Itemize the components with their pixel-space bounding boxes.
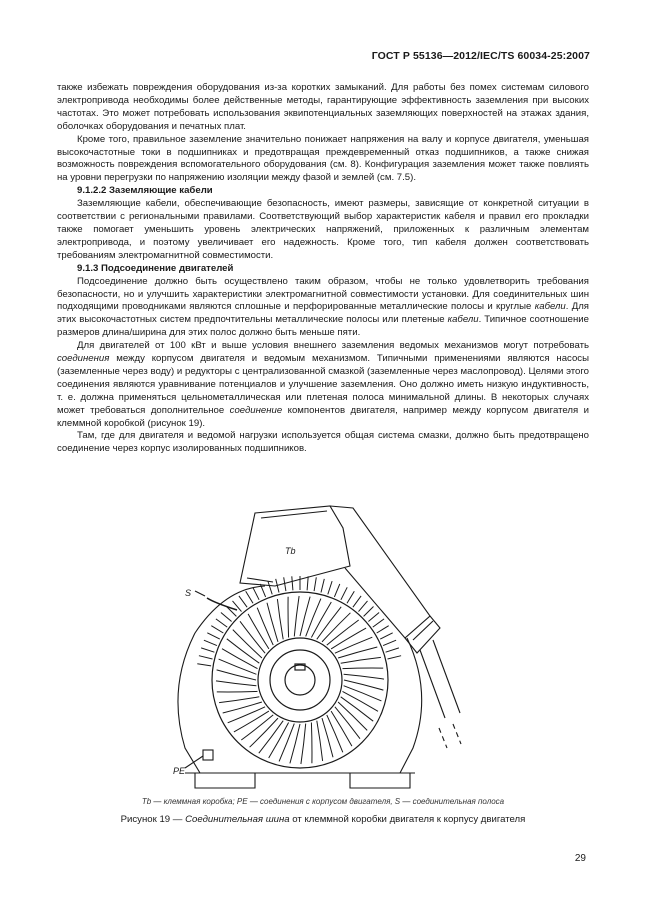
cooling-fin	[307, 576, 308, 590]
italic-run: кабели	[447, 314, 479, 326]
italic-run: соединение	[229, 404, 283, 416]
text-run: . Для этих высокочастотных систем предпочтительны металлические полосы или плетеные	[57, 301, 590, 326]
cooling-fin	[364, 607, 374, 617]
cooling-fin	[341, 587, 347, 600]
caption-italic: Соединительная шина	[185, 814, 290, 825]
figure-caption	[0, 814, 646, 825]
cooling-fin	[347, 591, 354, 603]
cooling-fin	[353, 596, 361, 607]
housing-right	[400, 638, 422, 773]
cooling-fin	[211, 626, 223, 633]
fan-blade	[341, 657, 381, 663]
cooling-fin	[334, 584, 339, 597]
fan-blade	[248, 614, 269, 649]
cooling-fin	[239, 596, 247, 607]
cooling-fin	[314, 577, 316, 591]
cooling-fin	[386, 648, 399, 652]
fan-blade	[277, 599, 283, 639]
fan-blade	[344, 674, 384, 679]
text-run: Для двигателей от 100 кВт и выше условия внешнего заземления ведомых механизмов могут потребовать	[77, 340, 589, 352]
cooling-fin	[268, 581, 272, 594]
paragraph: также избежать повреждения оборудования из-за коротких замыканий. Для работы без помех системам силового электропривода необходимы более действенные методы, гарантирующие эффективность заземления при высоких частотах. Это может потребовать использования эквипотенциальных заземляющих поверхностей на этажах здания, оболочках оборудования и печатных плат.	[57, 82, 589, 132]
frame-outer-circle	[212, 592, 388, 768]
cooling-fin	[368, 613, 379, 622]
cooling-fin	[204, 640, 217, 645]
motor-figure	[155, 488, 485, 790]
fan-blade	[234, 711, 269, 732]
connection-strap	[207, 598, 237, 610]
fan-blade	[216, 681, 256, 686]
label-s: S	[185, 588, 192, 598]
cooling-fin	[388, 656, 402, 659]
label-pe: PE	[173, 766, 186, 776]
fan-blade	[294, 596, 299, 636]
cooling-fin	[380, 633, 393, 639]
page-number: 29	[574, 853, 586, 864]
cooling-fin	[199, 656, 213, 659]
section-heading: 9.1.3 Подсоединение двигателей	[77, 262, 234, 274]
cooling-fin	[253, 587, 259, 600]
body-text	[57, 82, 589, 456]
cooling-fin	[201, 648, 214, 652]
paragraph	[57, 340, 589, 430]
label-tb: Tb	[285, 546, 296, 556]
cooling-fin	[359, 601, 368, 612]
text-run: между корпусом двигателя и ведомым механизмом. Типичными применениями являются насосы (заземленные через воду) и редукторы с централизованной смазкой (заземленные через маслопровод). Целями этого соединения являются уравнивание потенциалов и улучшение заземления. Оно должно иметь низкую индуктивность, т. е. должна применяться цельнометаллическая или плетеная полоса минимальной длины. В некоторых случаях может требоваться дополнительное	[57, 353, 589, 416]
fan-blade	[257, 608, 273, 645]
italic-run: кабели	[534, 301, 566, 313]
fan-blade	[331, 711, 352, 746]
fan-blade	[228, 707, 265, 723]
cooling-fin	[246, 591, 253, 603]
fan-blade	[317, 721, 323, 761]
cooling-fin	[377, 626, 389, 633]
italic-run: соединения	[57, 353, 110, 365]
text-run: компонентов двигателя, например между корпусом двигателя и клеммной коробкой (рисунок 19).	[57, 404, 589, 429]
caption-suffix: от клеммной коробки двигателя к корпусу двигателя	[289, 814, 526, 825]
cooling-fin	[292, 576, 293, 590]
fan-blade	[331, 628, 366, 649]
fan-blade	[327, 715, 343, 752]
fan-blade	[343, 668, 384, 669]
cooling-fin	[328, 581, 332, 594]
document-header: ГОСТ Р 55136—2012/IEC/TS 60034-25:2007	[371, 50, 590, 62]
cooling-fin	[197, 664, 211, 666]
text-run: . Типичное соотношение размеров длина/ширина для этих полос должно быть меньше пяти.	[57, 314, 589, 339]
figure-legend: Tb — клеммная коробка; PE — соединения с корпусом двигателя, S — соединительная полоса	[141, 797, 505, 806]
paragraph: Кроме того, правильное заземление значительно понижает напряжения на валу и корпусе двигателя, уменьшая высокочастотные токи в подшипниках и предотвращая преждевременный отказ подшипников, а также снижая возможность повреждения вспомогательного оборудования (см. 8). Конфигурация заземления может также повлиять на уровни перегрузки по напряжению изоляции между фазой и землей (см. 7.5).	[57, 133, 589, 184]
cooling-fin	[373, 619, 384, 627]
fan-blade	[335, 637, 372, 653]
cooling-fin	[383, 640, 396, 645]
paragraph: Там, где для двигателя и ведомой нагрузки используется общая система смазки, должно быть предотвращено соединение через корпус изолированных подшипников.	[57, 430, 589, 455]
cooling-fin	[321, 579, 324, 593]
fan-blade	[219, 697, 259, 703]
cooling-fin	[207, 633, 220, 639]
cooling-fin	[221, 613, 232, 622]
cooling-fin	[284, 577, 286, 591]
fan-blade	[288, 597, 289, 638]
motor-drawing	[155, 488, 485, 790]
fan-blade	[217, 691, 258, 692]
text-run: Подсоединение должно быть осуществлено таким образом, чтобы не только удовлетворить требования безопасности, но и улучшить характеристики электромагнитной совместимости установки. Для соединительных шин подходящими проводниками являются сплошные и перфорированные металлические полосы и круглые	[57, 275, 589, 313]
paragraph	[57, 276, 589, 341]
cooling-fin	[216, 619, 227, 627]
fan-blade	[311, 723, 312, 764]
section-heading: 9.1.2.2 Заземляющие кабели	[77, 185, 213, 197]
fan-blade	[301, 724, 306, 764]
caption-prefix: Рисунок 19 —	[120, 814, 186, 825]
paragraph: Заземляющие кабели, обеспечивающие безопасность, имеют размеры, зависящие от конкретной ситуации в соответствии с региональными правилами. Соответствующий выбор характеристик кабеля и правил его прокладки также помогает уменьшить уровень электрических напряжений, приложенных к различным элементам электропривода, и поэтому увеличивает его надежность. Кроме того, тип кабеля должен соответствовать требованиям электромагнитной совместимости.	[57, 198, 589, 261]
